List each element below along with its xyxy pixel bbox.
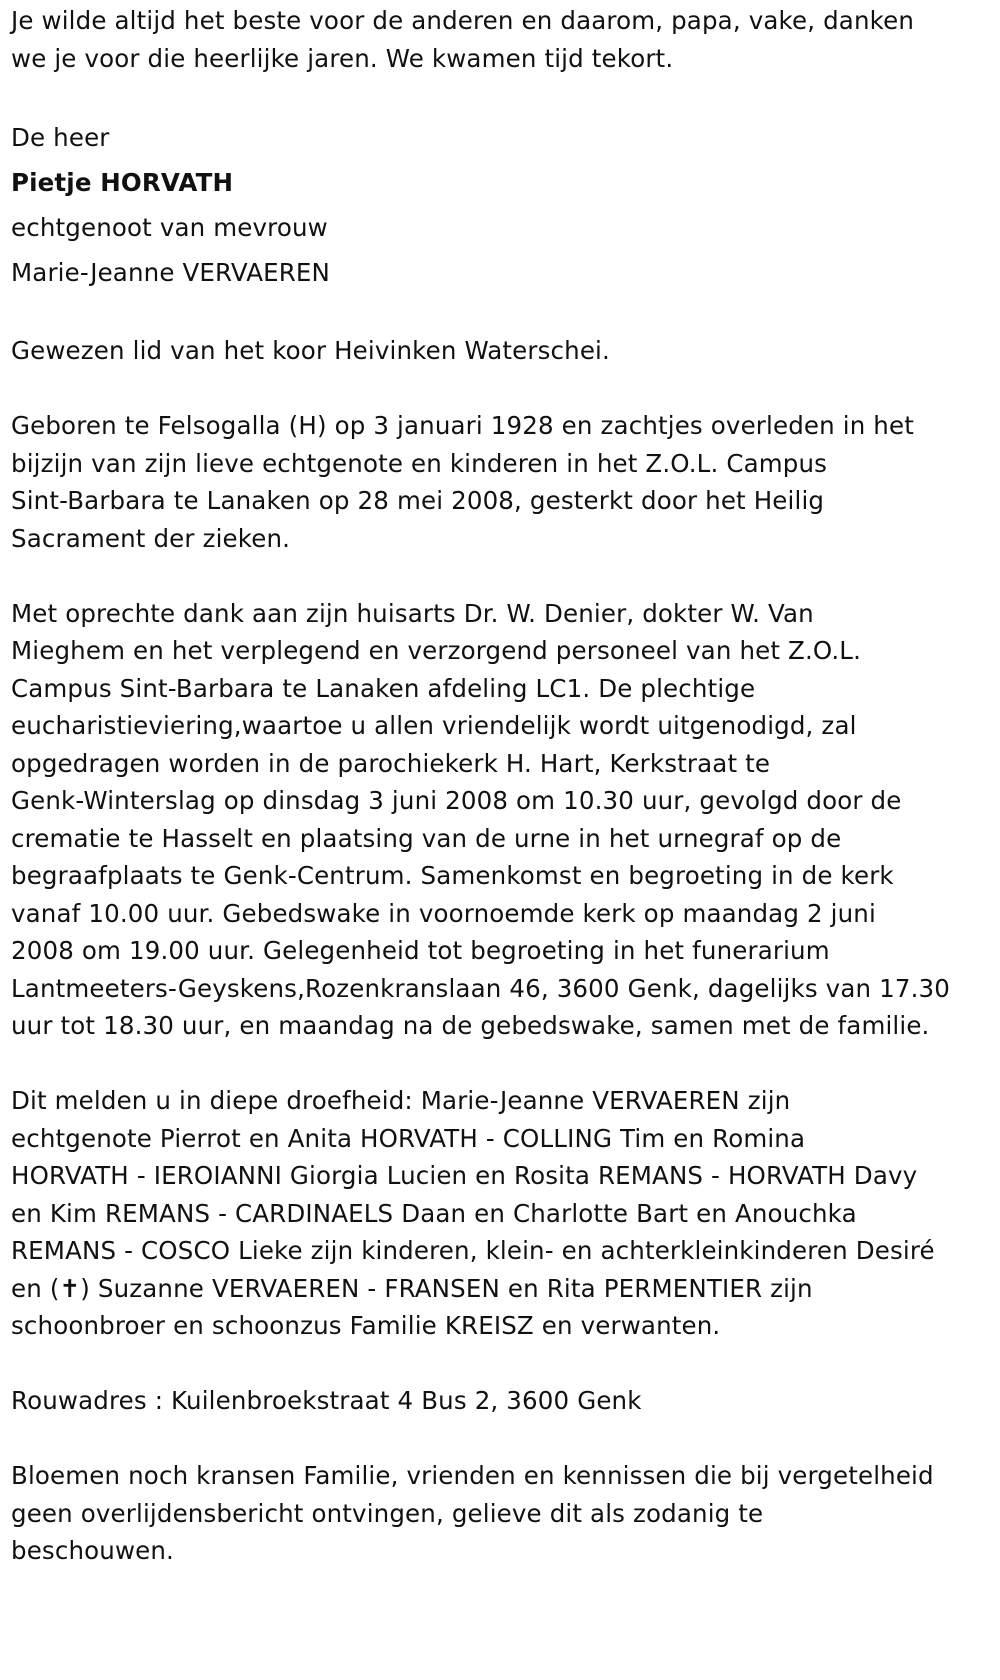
family-line: HORVATH - IEROIANNI Giorgia Lucien en Rosita REMANS - HORVATH Davy — [11, 1161, 918, 1190]
spacer — [11, 370, 1000, 408]
birth-death-line: Sint-Barbara te Lanaken op 28 mei 2008, gesterkt door het Heilig — [11, 486, 825, 515]
spacer — [11, 1345, 1000, 1383]
family-line: en Kim REMANS - CARDINAELS Daan en Charlotte Bart en Anouchka — [11, 1198, 857, 1228]
service-line: Met oprechte dank aan zijn huisarts Dr. W. Denier, dokter W. Van — [11, 598, 814, 628]
spouse-name: Marie-Jeanne VERVAEREN — [11, 257, 331, 287]
spacer — [11, 557, 1000, 595]
intro-line: Je wilde altijd het beste voor de anderen en daarom, papa, vake, danken — [11, 6, 914, 35]
address-paragraph — [11, 1382, 1000, 1420]
intro-line: we je voor die heerlijke jaren. We kwamen tijd tekort. — [11, 43, 674, 73]
birth-death-line: bijzijn van zijn lieve echtgenote en kinderen in het Z.O.L. Campus — [11, 448, 828, 478]
service-line: Mieghem en het verplegend en verzorgend personeel van het Z.O.L. — [11, 636, 862, 665]
spacer — [11, 77, 1000, 115]
service-line: Campus Sint-Barbara te Lanaken afdeling LC1. De plechtige — [11, 673, 756, 703]
thanks-service-paragraph — [11, 595, 1000, 1045]
membership-line: Gewezen lid van het koor Heivinken Waterschei. — [11, 336, 610, 365]
family-line: en (✝) Suzanne VERVAEREN - FRANSEN en Rita PERMENTIER zijn — [11, 1273, 813, 1303]
spacer — [11, 1420, 1000, 1458]
deceased-block — [11, 115, 1000, 295]
spacer — [11, 295, 1000, 333]
family-line: schoonbroer en schoonzus Familie KREISZ en verwanten. — [11, 1311, 721, 1340]
service-line: crematie te Hasselt en plaatsing van de urne in het urnegraf op de — [11, 823, 842, 853]
service-line: opgedragen worden in de parochiekerk H. Hart, Kerkstraat te — [11, 748, 771, 778]
family-paragraph — [11, 1082, 1000, 1345]
spacer — [11, 1045, 1000, 1083]
service-line: 2008 om 19.00 uur. Gelegenheid tot begroeting in het funerarium — [11, 936, 830, 965]
service-line: Lantmeeters-Geyskens,Rozenkranslaan 46, 3600 Genk, dagelijks van 17.30 — [11, 973, 950, 1003]
service-line: uur tot 18.30 uur, en maandag na de gebedswake, samen met de familie. — [11, 1011, 930, 1040]
mourning-address: Rouwadres : Kuilenbroekstraat 4 Bus 2, 3600 Genk — [11, 1386, 642, 1415]
birth-death-line: Geboren te Felsogalla (H) op 3 januari 1928 en zachtjes overleden in het — [11, 411, 914, 440]
spouse-line: echtgenoot van mevrouw — [11, 212, 328, 242]
closing-paragraph — [11, 1457, 1000, 1570]
deceased-name: Pietje HORVATH — [11, 167, 234, 197]
family-line: echtgenote Pierrot en Anita HORVATH - COLLING Tim en Romina — [11, 1123, 806, 1153]
service-line: eucharistieviering,waartoe u allen vriendelijk wordt uitgenodigd, zal — [11, 711, 857, 740]
service-line: begraafplaats te Genk-Centrum. Samenkomst en begroeting in de kerk — [11, 861, 894, 890]
family-line: REMANS - COSCO Lieke zijn kinderen, klein- en achterkleinkinderen Desiré — [11, 1236, 935, 1265]
service-line: Genk-Winterslag op dinsdag 3 juni 2008 om 10.30 uur, gevolgd door de — [11, 786, 902, 815]
closing-line: Bloemen noch kransen Familie, vrienden en kennissen die bij vergetelheid — [11, 1461, 934, 1490]
birth-death-paragraph — [11, 407, 1000, 557]
closing-line: beschouwen. — [11, 1536, 174, 1565]
family-line: Dit melden u in diepe droefheid: Marie-Jeanne VERVAEREN zijn — [11, 1086, 791, 1115]
salutation: De heer — [11, 122, 110, 152]
birth-death-line: Sacrament der zieken. — [11, 523, 291, 553]
intro-paragraph — [11, 2, 1000, 77]
closing-line: geen overlijdensbericht ontvingen, gelieve dit als zodanig te — [11, 1498, 764, 1528]
service-line: vanaf 10.00 uur. Gebedswake in voornoemde kerk op maandag 2 juni — [11, 898, 876, 928]
membership-paragraph — [11, 332, 1000, 370]
